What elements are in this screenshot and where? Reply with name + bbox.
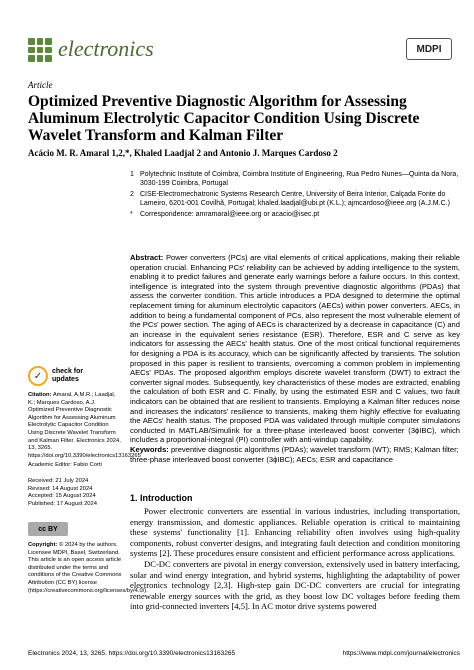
correspondence [130,210,460,219]
citation-journal[interactable]: Electronics 2024, 13, 3265. https://doi.org/10.3390/electronics13163265 [28,437,141,459]
abstract-text: Power converters (PCs) are vital elements of critical applications, making their reliable operation crucial. Enhancing PCs' reliability can be achieved by adding intelligence to the system, enabling it to predict failures and generate early warnings before a failure occurs. In this context, intelligence is integrated into the system through preventive diagnostic algorithms (PDAs) that assess the converter condition. This article introduces a PDA designed to determine the optimal replacement timing for aluminum electrolytic capacitors (AECs) within power converters. AECs, in addition to being a fundamental component of PCs, also represent the most vulnerable element of the PCs' power section. The aging of AECs is characterized by a decrease in capacitance (C) and an increase in the equivalent series resistance (ESR). Therefore, ESR and C serve as key indicators for assessing the AECs' health status. One of the most critical functional requirements for designing a PDA is its accuracy, which can be significantly affected by transients. The solution proposed in this paper is resilient to transients, overcoming a common problem in implementing AECs' PDAs. The proposed algorithm employs discrete wavelet transform (DWT) to extract the converter signal modes. Subsequently, key characteristics of these modes are extracted, enabling the calculation of both ESR and C. Finally, by using the estimated ESR and C values, two fault indicators can be obtained that are resilient to transients. Employing a Kalman filter reduces noise and increases the indicators' resilience to transients, making them highly effective for evaluating the AECs' health status. The proposed PDA was validated through multiple computer simulations conducted in MATLAB/Simulink for a three-phase interleaved boost converter (3ϕIBC), which includes a proportional-integral (PI) controller with anti-windup capability. [130,253,460,445]
dates: Received: 21 July 2024 Revised: 14 August 2024 Accepted: 15 August 2024 Published: 17 August 2024 [28,478,97,507]
keywords-text: preventive diagnostic algorithms (PDAs); wavelet transform (WT); RMS; Kalman filter; three-phase interleaved boost converter (3ϕIBC); AECs; ESR and capacitance [130,445,459,464]
keywords [130,445,460,464]
affiliation-mark: 1 [130,171,134,178]
abstract-label: Abstract: [130,253,164,262]
section-title: 1. Introduction [130,493,193,503]
article-title: Optimized Preventive Diagnostic Algorithm for Assessing Aluminum Electrolytic Capacitor Condition Using Discrete Wavelet Transform and Kalman Filter [28,93,420,144]
affiliation-text: CISE-Electromechatronic Systems Research Centre, University of Beira Interior, Calçada Fonte do Lameiro, 6201-001 Covilhã, Portugal; khaled.laadjal@ubi.pt (K.L.); ajmcardoso@ieee.org (A.J.M.C.) [140,191,450,207]
affiliation-mark: 2 [130,191,134,198]
citation-block [28,392,141,460]
citation-label: Citation: [28,392,52,398]
cc-license-icon[interactable]: cc BY [28,522,68,536]
abstract [130,253,460,445]
paragraph: Power electronic converters are essential in various industries, including transportation, energy transmission, and domestic appliances. Reliable operation is critical to maintaining these systems' functionality [1]. Enhancing reliability often involves using high-quality components, robust converter designs, and integrating fault detection and condition monitoring systems [2]. These procedures ensure consistent and efficient performance across applications. [130,506,460,559]
academic-editor: Academic Editor: Fabio Corti [28,462,102,468]
footer-citation: Electronics 2024, 13, 3265. https://doi.org/10.3390/electronics13163265 [28,650,236,657]
correspondence-text: Correspondence: amramaral@ieee.org or acacio@isec.pt [140,211,320,218]
check-for-updates-button[interactable] [28,366,83,386]
copyright-text: © 2024 by the authors. Licensee MDPI, Basel, Switzerland. This article is an open access article distributed under the terms and conditions of the Creative Commons Attribution (CC BY) license (https://creativecommons.org/licenses/by/4.0/). [28,542,148,594]
affiliation-2 [130,190,460,208]
check-updates-icon: ✓ [28,366,48,386]
journal-logo-icon [28,38,52,62]
body-text [130,506,460,612]
check-updates-text: check for updates [52,368,84,383]
page-footer [28,650,460,657]
affiliation-text: Polytechnic Institute of Coimbra, Coimbra Institute of Engineering, Rua Pedro Nunes—Quinta da Nora, 3030-199 Coimbra, Portugal [140,171,459,187]
author-list [28,148,338,158]
publisher-logo: MDPI [406,38,452,60]
affiliation-mark: * [130,211,133,218]
citation-text: Amaral, A.M.R.; Laadjal, K.; Marques Cardoso, A.J. Optimized Preventive Diagnostic Algorithm for Assessing Aluminum Electrolytic Capacitor Condition Using Discrete Wavelet Transform and Kalman Filter. [28,392,116,444]
affiliation-1 [130,170,460,188]
copyright-block [28,542,148,595]
authors-text: Acácio M. R. Amaral 1,2,*, Khaled Laadjal 2 and Antonio J. Marques Cardoso 2 [28,148,338,158]
paragraph: DC-DC converters are pivotal in energy conversion, extensively used in battery interfacing, solar and wind energy integration, and hybrid systems, highlighting the adaptability of power electronics technology [2,3]. High-step gain DC-DC converters are crucial for integrating renewable energy sources with the grid, as they boost low DC voltages before feeding them into grid-connected inverters [4,5]. In AC motor drive systems powered [130,558,460,612]
journal-name: electronics [58,36,154,61]
footer-journal-link[interactable]: https://www.mdpi.com/journal/electronics [342,650,460,657]
article-type: Article [28,80,53,90]
copyright-label: Copyright: [28,542,58,548]
keywords-label: Keywords: [130,445,169,454]
affiliations [130,170,460,221]
